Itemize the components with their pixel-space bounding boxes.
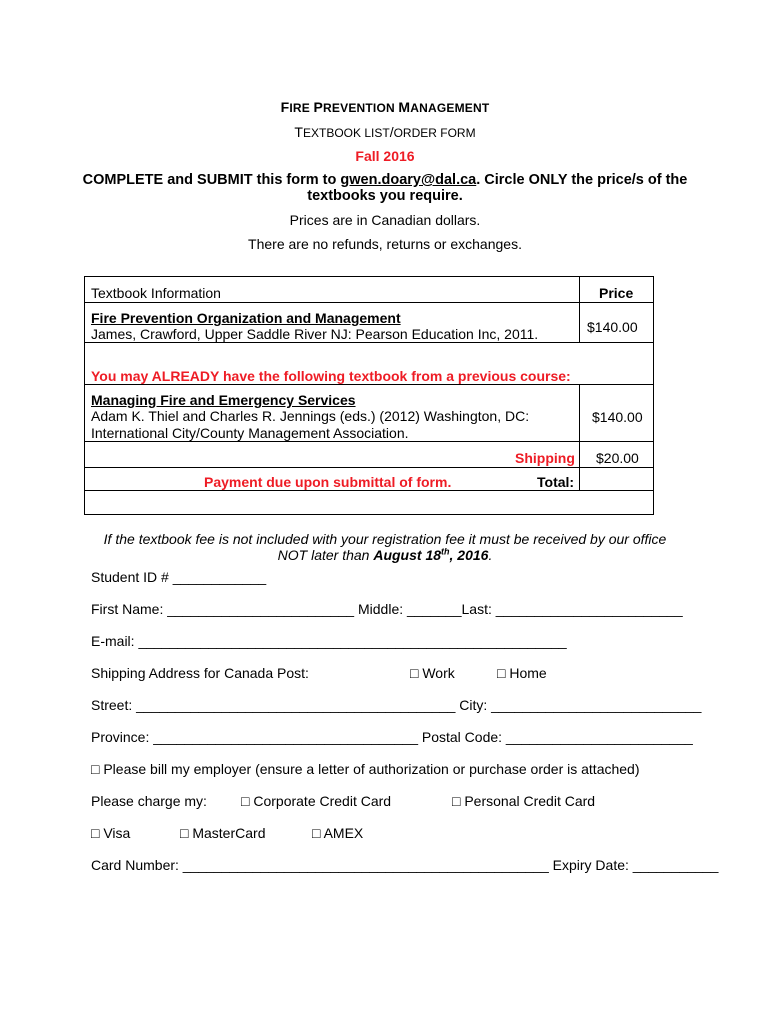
home-checkbox[interactable]: □ Home xyxy=(497,665,547,681)
card-number-expiry-fields[interactable]: Card Number: _______________________________________________ Expiry Date: ___________ xyxy=(91,857,719,873)
term-label: Fall 2016 xyxy=(355,148,415,164)
deadline-notice-line-1: If the textbook fee is not included with your registration fee it must be received by our office xyxy=(103,531,667,547)
personal-card-checkbox[interactable]: □ Personal Credit Card xyxy=(452,793,596,809)
book2-title: Managing Fire and Emergency Services xyxy=(91,392,356,408)
book1-title: Fire Prevention Organization and Management xyxy=(91,310,401,326)
student-id-field[interactable]: Student ID # ____________ xyxy=(91,569,267,585)
book1-details: James, Crawford, Upper Saddle River NJ: Pearson Education Inc, 2011. xyxy=(91,326,539,342)
instruction-line-1: COMPLETE and SUBMIT this form to gwen.doary@dal.ca. Circle ONLY the price/s of the xyxy=(82,172,688,188)
book2-details-2: International City/County Management Association. xyxy=(91,425,409,441)
name-fields[interactable]: First Name: ________________________ Middle: _______Last: ________________________ xyxy=(91,601,683,617)
book2-details-1: Adam K. Thiel and Charles R. Jennings (eds.) (2012) Washington, DC: xyxy=(91,408,530,424)
amex-checkbox[interactable]: □ AMEX xyxy=(312,825,364,841)
book1-price[interactable]: $140.00 xyxy=(587,319,638,335)
deadline-notice-line-2: NOT later than August 18th, 2016. xyxy=(277,546,493,563)
mastercard-checkbox[interactable]: □ MasterCard xyxy=(180,825,266,841)
shipping-price: $20.00 xyxy=(596,450,639,466)
shipping-address-label: Shipping Address for Canada Post: xyxy=(91,665,309,681)
email-link[interactable]: gwen.doary@dal.ca xyxy=(340,172,477,188)
payment-note: Payment due upon submittal of form. xyxy=(204,474,452,490)
visa-checkbox[interactable]: □ Visa xyxy=(91,825,131,841)
already-have-note: You may ALREADY have the following textbook from a previous course: xyxy=(91,368,571,384)
shipping-label: Shipping xyxy=(515,450,575,466)
form-subtitle: TEXTBOOK LIST/ORDER FORM xyxy=(294,124,476,140)
email-field[interactable]: E-mail: _______________________________________________________ xyxy=(91,633,567,649)
currency-note: Prices are in Canadian dollars. xyxy=(289,212,481,228)
instruction-line-2: textbooks you require. xyxy=(307,188,463,204)
province-postal-fields[interactable]: Province: __________________________________ Postal Code: ________________________ xyxy=(91,729,693,745)
column-header-price: Price xyxy=(599,285,634,301)
charge-label: Please charge my: xyxy=(91,793,207,809)
street-city-fields[interactable]: Street: _________________________________________ City: ___________________________ xyxy=(91,697,702,713)
refund-note: There are no refunds, returns or exchanges. xyxy=(248,236,522,252)
form-title: FIRE PREVENTION MANAGEMENT xyxy=(280,99,490,115)
work-checkbox[interactable]: □ Work xyxy=(410,665,455,681)
total-label: Total: xyxy=(537,474,575,490)
book2-price[interactable]: $140.00 xyxy=(592,409,643,425)
corporate-card-checkbox[interactable]: □ Corporate Credit Card xyxy=(241,793,392,809)
bill-employer-checkbox[interactable]: □ Please bill my employer (ensure a letter of authorization or purchase order is attached) xyxy=(91,761,640,777)
column-header-info: Textbook Information xyxy=(91,285,221,301)
